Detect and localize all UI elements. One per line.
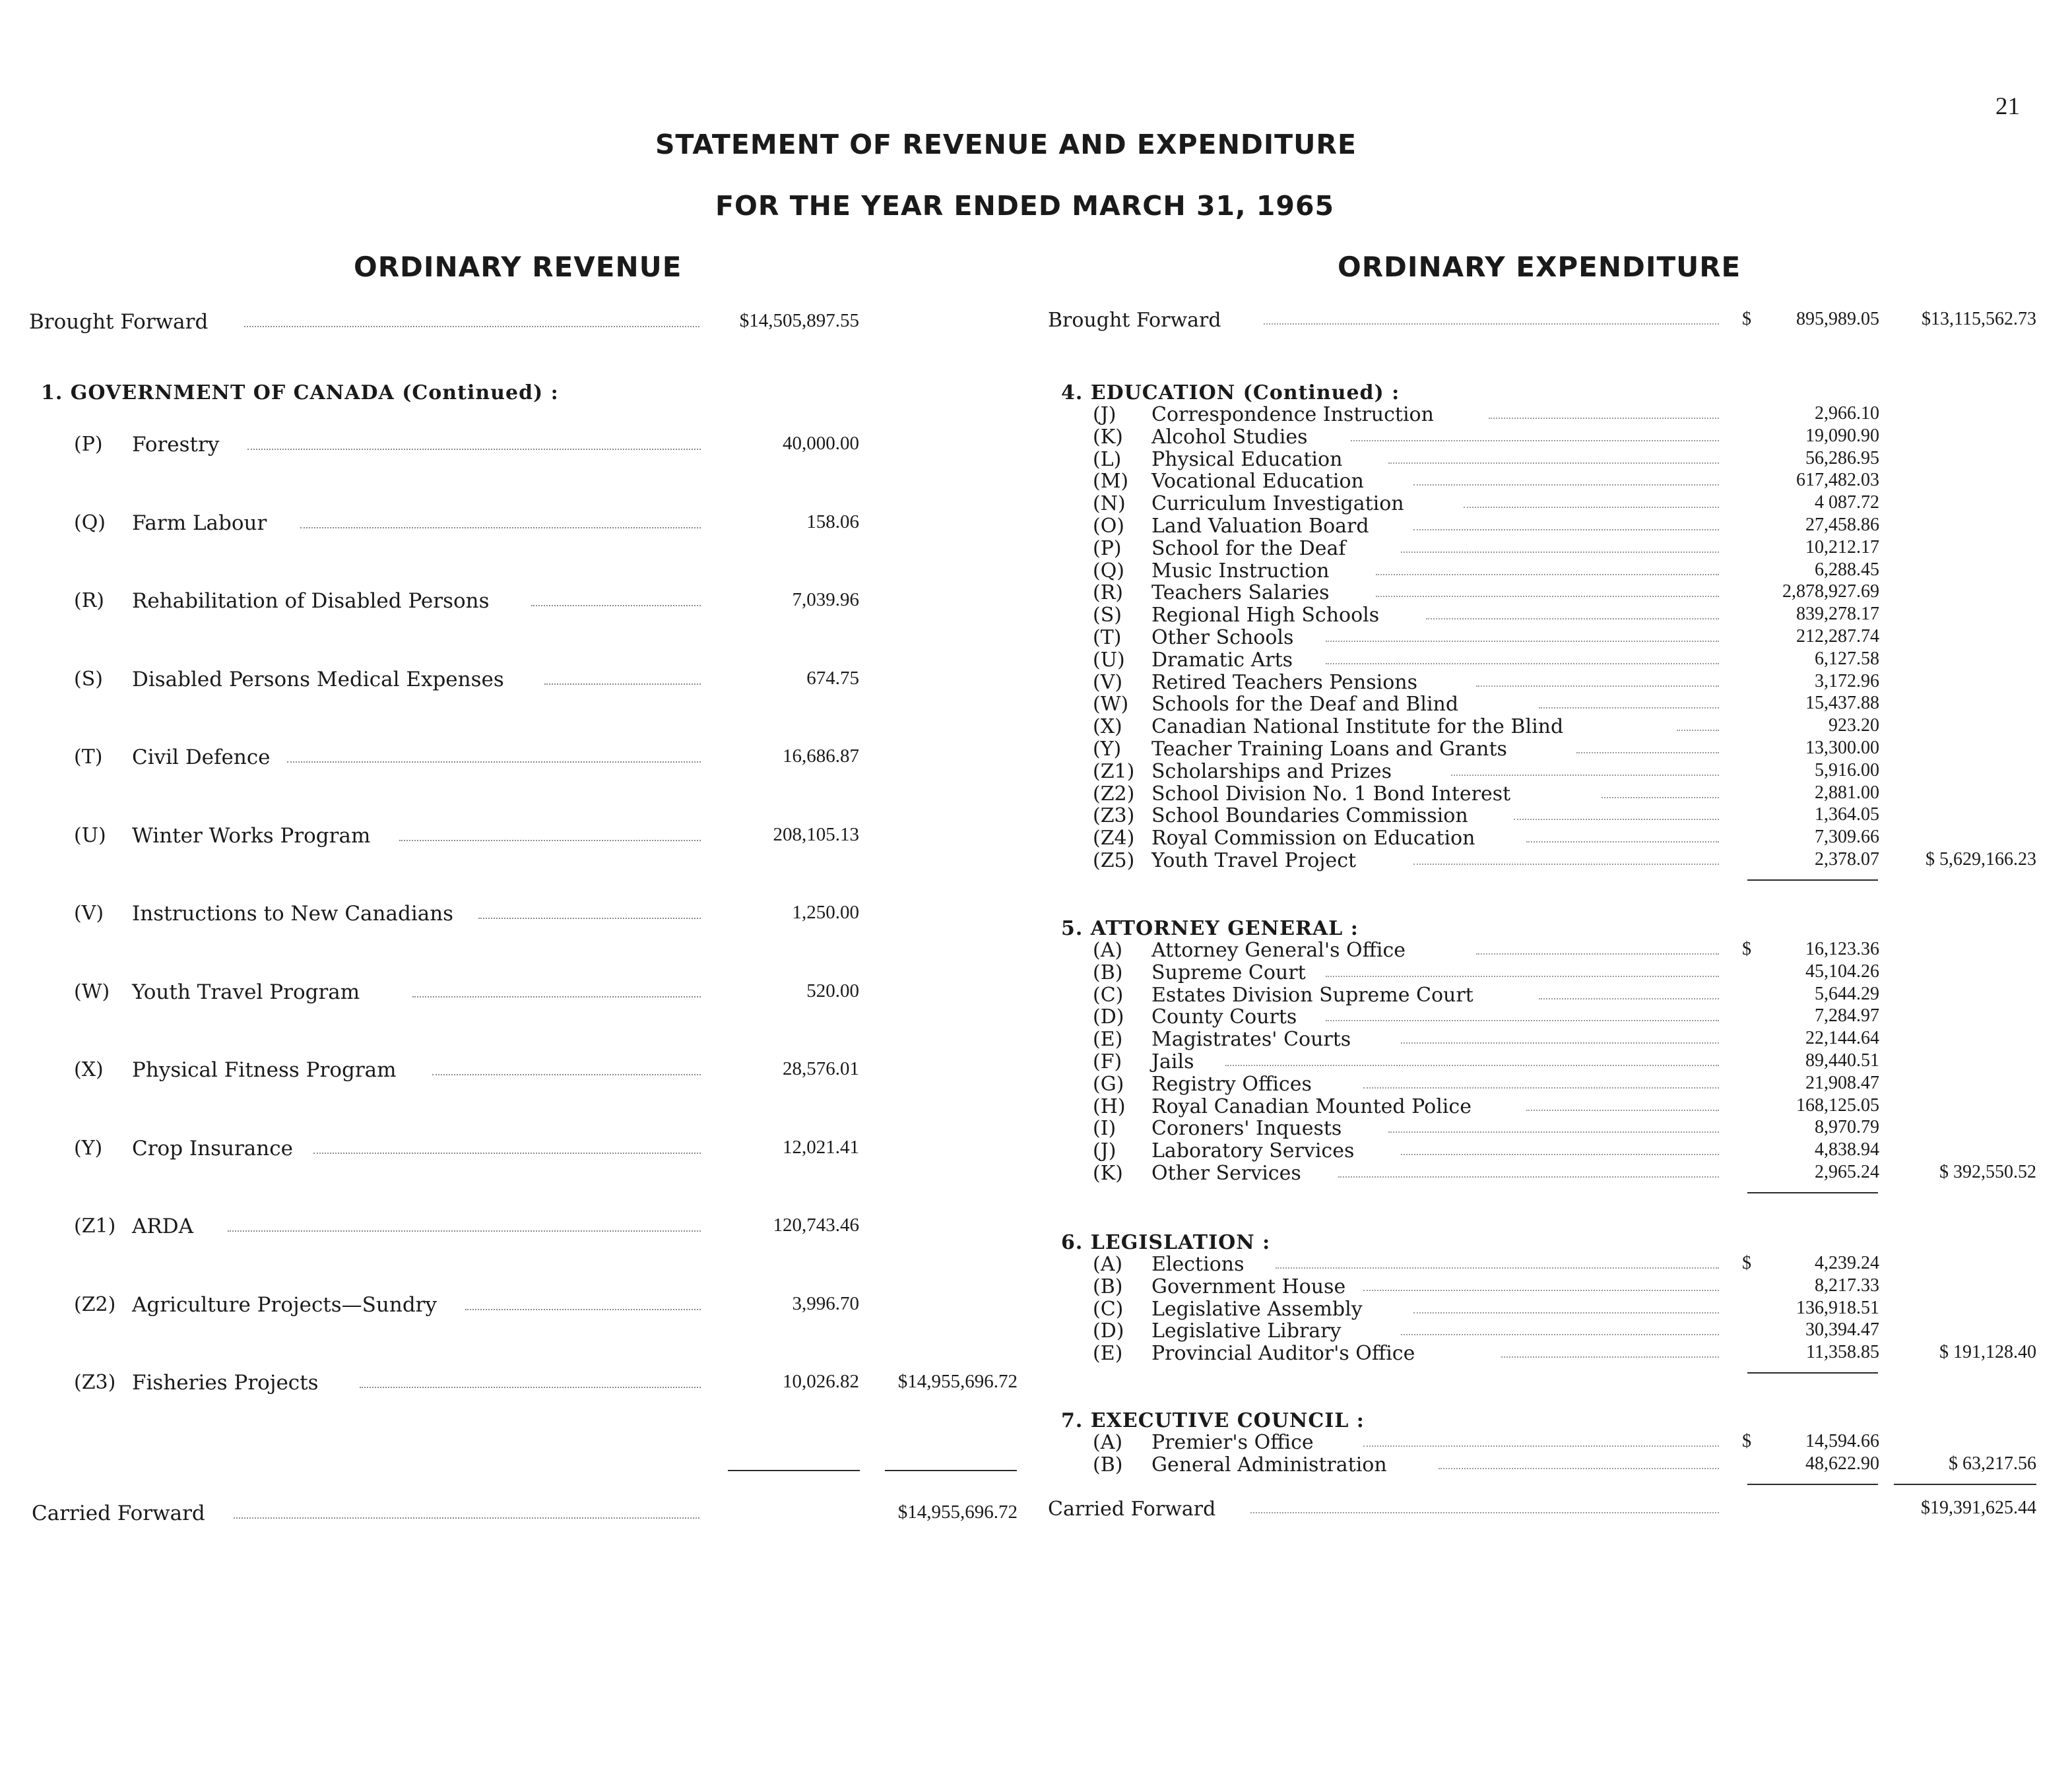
expenditure-item-code: (R)	[1093, 581, 1123, 604]
leader-dots	[1388, 1131, 1719, 1133]
revenue-item-total: $14,955,696.72	[897, 1371, 1018, 1392]
leader-dots	[1413, 529, 1719, 530]
expenditure-item	[0, 559, 2072, 581]
leader-dots	[1514, 819, 1719, 820]
expenditure-item	[0, 515, 2072, 536]
leader-dots	[1401, 1154, 1719, 1155]
revenue-item-label: Disabled Persons Medical Expenses	[132, 668, 504, 691]
expenditure-section-title: 6. LEGISLATION :	[1061, 1231, 1271, 1254]
expenditure-item-label: Teacher Training Loans and Grants	[1151, 738, 1507, 761]
expenditure-item-code: (H)	[1093, 1095, 1126, 1118]
expenditure-item-label: Dramatic Arts	[1151, 649, 1293, 672]
revenue-item-amount: 12,021.41	[783, 1137, 859, 1158]
expenditure-item-amount: 4,838.94	[1815, 1139, 1879, 1160]
expenditure-item-code: (L)	[1093, 448, 1122, 471]
leader-dots	[1526, 841, 1719, 842]
revenue-item-amount: 674.75	[806, 668, 859, 689]
expenditure-carried-forward-amount: $19,391,625.44	[1921, 1498, 2036, 1518]
expenditure-item-amount: 5,916.00	[1815, 760, 1879, 780]
expenditure-item	[0, 1298, 2072, 1319]
expenditure-item-code: (V)	[1093, 671, 1123, 694]
leader-dots	[1250, 1512, 1719, 1513]
expenditure-item-amount: 617,482.03	[1796, 470, 1879, 490]
expenditure-item	[0, 760, 2072, 782]
leader-dots	[1264, 323, 1719, 325]
expenditure-item-code: (Y)	[1093, 738, 1122, 761]
expenditure-brought-forward	[0, 309, 2072, 331]
expenditure-item	[0, 492, 2072, 514]
expenditure-item	[0, 649, 2072, 670]
expenditure-section-title: 5. ATTORNEY GENERAL :	[1061, 917, 1359, 940]
page-subtitle: FOR THE YEAR ENDED MARCH 31, 1965	[715, 190, 1335, 222]
expenditure-item-total: $ 63,217.56	[1949, 1453, 2036, 1474]
expenditure-item-amount: 212,287.74	[1796, 626, 1879, 647]
leader-dots	[1363, 1290, 1719, 1291]
expenditure-item-label: Canadian National Institute for the Blind	[1151, 715, 1564, 738]
expenditure-item-amount: 7,284.97	[1815, 1005, 1879, 1026]
expenditure-item-amount: 136,918.51	[1796, 1298, 1879, 1318]
expenditure-item-label: Alcohol Studies	[1151, 426, 1308, 449]
expenditure-item-amount: 15,437.88	[1805, 693, 1879, 713]
expenditure-item-code: (W)	[1093, 693, 1129, 716]
leader-dots	[1602, 797, 1719, 798]
expenditure-item-label: School Boundaries Commission	[1151, 804, 1468, 827]
revenue-item-label: Physical Fitness Program	[132, 1058, 397, 1082]
leader-dots	[1413, 1312, 1719, 1314]
revenue-item-label: ARDA	[132, 1215, 193, 1238]
expenditure-item	[0, 1073, 2072, 1094]
expenditure-item-code: (B)	[1093, 1453, 1123, 1476]
expenditure-item-label: Royal Canadian Mounted Police	[1151, 1095, 1472, 1118]
expenditure-item	[0, 849, 2072, 871]
revenue-item-amount: 7,039.96	[792, 589, 859, 610]
revenue-item-amount: 16,686.87	[783, 745, 859, 767]
leader-dots	[1426, 618, 1719, 619]
revenue-item-code: (T)	[74, 745, 103, 769]
expenditure-item-code: (D)	[1093, 1005, 1124, 1029]
expenditure-item-label: Correspondence Instruction	[1151, 403, 1434, 426]
expenditure-item-code: (C)	[1093, 984, 1124, 1007]
expenditure-item-label: Magistrates' Courts	[1151, 1028, 1351, 1051]
expenditure-item	[0, 782, 2072, 804]
expenditure-item	[0, 426, 2072, 447]
leader-dots	[1576, 752, 1719, 753]
revenue-item-label: Crop Insurance	[132, 1137, 293, 1160]
expenditure-item-amount: 21,908.47	[1805, 1073, 1879, 1093]
leader-dots	[1326, 663, 1719, 664]
expenditure-item	[0, 1050, 2072, 1072]
expenditure-item-amount: 3,172.96	[1815, 671, 1879, 691]
expenditure-item	[0, 604, 2072, 625]
revenue-item-amount: 10,026.82	[783, 1371, 859, 1392]
expenditure-item	[0, 1162, 2072, 1184]
expenditure-item-code: (G)	[1093, 1073, 1124, 1096]
leader-dots	[1501, 1356, 1719, 1358]
expenditure-item	[0, 827, 2072, 848]
expenditure-item-amount: 19,090.90	[1805, 426, 1879, 446]
expenditure-item-amount: 168,125.05	[1796, 1095, 1879, 1116]
expenditure-item-amount: 923.20	[1829, 715, 1879, 736]
expenditure-item-code: (X)	[1093, 715, 1122, 738]
leader-dots	[1376, 596, 1719, 597]
revenue-item	[0, 1215, 1029, 1238]
expenditure-item-label: Legislative Assembly	[1151, 1298, 1363, 1321]
expenditure-section-rule	[1747, 1372, 1878, 1374]
expenditure-item-amount: 48,622.90	[1805, 1453, 1879, 1474]
expenditure-item	[0, 738, 2072, 759]
revenue-item-amount: 28,576.01	[783, 1058, 859, 1079]
expenditure-section-title: 7. EXECUTIVE COUNCIL :	[1061, 1409, 1365, 1432]
expenditure-item	[0, 626, 2072, 648]
expenditure-item-label: Retired Teachers Pensions	[1151, 671, 1417, 694]
expenditure-item-amount: 839,278.17	[1796, 604, 1879, 624]
expenditure-item-label: Other Schools	[1151, 626, 1294, 649]
revenue-brought-forward-label: Brought Forward	[29, 310, 209, 334]
expenditure-item-label: Provincial Auditor's Office	[1151, 1342, 1415, 1365]
revenue-item-code: (Z1)	[74, 1215, 116, 1238]
revenue-item-amount: 40,000.00	[783, 433, 859, 454]
expenditure-item-amount: 7,309.66	[1815, 827, 1879, 847]
expenditure-item-amount: 45,104.26	[1805, 961, 1879, 982]
expenditure-item-label: Scholarships and Prizes	[1151, 760, 1392, 783]
revenue-item-code: (P)	[74, 433, 103, 456]
expenditure-item	[0, 1253, 2072, 1275]
expenditure-item-label: Registry Offices	[1151, 1073, 1312, 1096]
expenditure-item-label: Music Instruction	[1151, 559, 1330, 583]
expenditure-item	[0, 1275, 2072, 1297]
expenditure-item-code: (M)	[1093, 470, 1129, 493]
leader-dots	[478, 918, 701, 919]
expenditure-item-amount: 22,144.64	[1805, 1028, 1879, 1048]
expenditure-item	[0, 581, 2072, 603]
leader-dots	[1476, 953, 1719, 955]
expenditure-item-code: (Z2)	[1093, 782, 1135, 806]
expenditure-item-label: School Division No. 1 Bond Interest	[1151, 782, 1511, 806]
expenditure-item	[0, 1028, 2072, 1050]
leader-dots	[1539, 998, 1719, 999]
expenditure-item-label: Supreme Court	[1151, 961, 1306, 984]
expenditure-item-label: Vocational Education	[1151, 470, 1364, 493]
expenditure-item-code: (Z3)	[1093, 804, 1135, 827]
expenditure-item-amount: 2,966.10	[1815, 403, 1879, 424]
expenditure-item-label: Legislative Library	[1151, 1319, 1342, 1343]
expenditure-section-title: 4. EDUCATION (Continued) :	[1061, 381, 1400, 404]
revenue-carried-forward-label: Carried Forward	[32, 1502, 205, 1525]
expenditure-brought-forward-label: Brought Forward	[1048, 309, 1221, 332]
expenditure-item-label: School for the Deaf	[1151, 537, 1346, 560]
expenditure-brought-forward-dollar: $	[1742, 309, 1751, 329]
revenue-item-code: (V)	[74, 902, 104, 925]
revenue-item-code: (R)	[74, 589, 104, 612]
expenditure-item-label: Elections	[1151, 1253, 1245, 1276]
leader-dots	[1439, 1468, 1719, 1469]
expenditure-item	[0, 715, 2072, 737]
expenditure-item	[0, 1431, 2072, 1453]
revenue-item-label: Farm Labour	[132, 511, 267, 535]
expenditure-item-code: (Z4)	[1093, 827, 1135, 850]
expenditure-carried-forward-label: Carried Forward	[1048, 1498, 1216, 1521]
revenue-item-code: (U)	[74, 824, 106, 847]
expenditure-item-label: Schools for the Deaf and Blind	[1151, 693, 1459, 716]
revenue-item-code: (Z3)	[74, 1371, 116, 1394]
expenditure-item-code: (I)	[1093, 1117, 1117, 1140]
expenditure-item-amount: 27,458.86	[1805, 515, 1879, 535]
expenditure-item-code: (E)	[1093, 1342, 1123, 1365]
expenditure-item	[0, 403, 2072, 425]
expenditure-item	[0, 1342, 2072, 1364]
expenditure-item-code: (O)	[1093, 515, 1125, 538]
revenue-item-amount: 208,105.13	[773, 824, 859, 845]
leader-dots	[1338, 1176, 1719, 1178]
expenditure-item-label: Land Valuation Board	[1151, 515, 1369, 538]
expenditure-item-amount: 4,239.24	[1815, 1253, 1879, 1273]
expenditure-item-dollar: $	[1742, 1431, 1751, 1451]
expenditure-item-amount: 2,878,927.69	[1782, 581, 1879, 602]
expenditure-item-amount: 2,881.00	[1815, 782, 1879, 803]
expenditure-brought-forward-total: $13,115,562.73	[1922, 309, 2036, 329]
expenditure-item	[0, 939, 2072, 961]
expenditure-item	[0, 1453, 2072, 1475]
expenditure-item-code: (T)	[1093, 626, 1122, 649]
revenue-carried-forward-amount: $14,955,696.72	[897, 1502, 1018, 1523]
expenditure-item	[0, 984, 2072, 1005]
expenditure-item	[0, 470, 2072, 491]
revenue-item-label: Winter Works Program	[132, 824, 371, 848]
expenditure-item-code: (K)	[1093, 1162, 1123, 1185]
revenue-item-amount: 520.00	[806, 980, 859, 1001]
leader-dots	[360, 1387, 701, 1388]
revenue-item-code: (W)	[74, 980, 110, 1003]
expenditure-total-rule	[1894, 1484, 2036, 1485]
revenue-item-label: Civil Defence	[132, 745, 271, 769]
expenditure-item-label: Regional High Schools	[1151, 604, 1380, 627]
expenditure-section-rule	[1747, 1484, 1878, 1485]
leader-dots	[228, 1230, 701, 1232]
revenue-item-amount: 158.06	[806, 511, 859, 532]
revenue-brought-forward-amount: $14,505,897.55	[739, 310, 859, 331]
expenditure-item	[0, 537, 2072, 559]
leader-dots	[1413, 484, 1719, 486]
revenue-item	[0, 1371, 1029, 1395]
expenditure-item-code: (J)	[1093, 403, 1117, 426]
leader-dots	[1363, 1087, 1719, 1089]
expenditure-item-code: (P)	[1093, 537, 1122, 560]
expenditure-item-amount: 4 087.72	[1815, 492, 1879, 513]
expenditure-item-label: Premier's Office	[1151, 1431, 1314, 1454]
expenditure-item-label: Jails	[1151, 1050, 1194, 1073]
revenue-item-label: Instructions to New Canadians	[132, 902, 454, 926]
expenditure-item-code: (D)	[1093, 1319, 1124, 1343]
expenditure-item-label: Laboratory Services	[1151, 1139, 1355, 1162]
leader-dots	[1451, 775, 1719, 776]
expenditure-item-code: (C)	[1093, 1298, 1124, 1321]
expenditure-item-amount: 14,594.66	[1805, 1431, 1879, 1451]
leader-dots	[1388, 462, 1719, 464]
expenditure-item-amount: 5,644.29	[1815, 984, 1879, 1004]
leader-dots	[1464, 507, 1719, 508]
leader-dots	[1489, 418, 1719, 419]
expenditure-item	[0, 804, 2072, 826]
leader-dots	[1401, 1334, 1719, 1335]
expenditure-item	[0, 448, 2072, 470]
leader-dots	[1326, 976, 1719, 977]
leader-dots	[1401, 1042, 1719, 1044]
expenditure-section-rule	[1747, 1192, 1878, 1193]
leader-dots	[1476, 685, 1719, 687]
expenditure-item-label: Government House	[1151, 1275, 1346, 1298]
page-title: STATEMENT OF REVENUE AND EXPENDITURE	[655, 129, 1357, 160]
expenditure-item-code: (B)	[1093, 1275, 1123, 1298]
revenue-item-code: (Q)	[74, 511, 106, 534]
expenditure-item-dollar: $	[1742, 1253, 1751, 1273]
revenue-item-label: Agriculture Projects—Sundry	[132, 1293, 437, 1317]
leader-dots	[1351, 440, 1719, 441]
leader-dots	[1225, 1065, 1719, 1066]
expenditure-item-code: (A)	[1093, 939, 1123, 962]
expenditure-item-label: Youth Travel Project	[1151, 849, 1357, 872]
leader-dots	[1539, 707, 1719, 709]
expenditure-item-code: (S)	[1093, 604, 1122, 627]
expenditure-item-amount: 56,286.95	[1805, 448, 1879, 468]
page-number: 21	[1995, 93, 2020, 120]
expenditure-item-label: Physical Education	[1151, 448, 1343, 471]
revenue-item-code: (Z2)	[74, 1293, 116, 1316]
revenue-item-label: Fisheries Projects	[132, 1371, 319, 1395]
expenditure-item-amount: 6,127.58	[1815, 649, 1879, 669]
revenue-section-title: 1. GOVERNMENT OF CANADA (Continued) :	[41, 381, 559, 404]
expenditure-item-code: (A)	[1093, 1253, 1123, 1276]
expenditure-item-label: Estates Division Supreme Court	[1151, 984, 1473, 1007]
leader-dots	[1677, 730, 1719, 731]
expenditure-item-code: (B)	[1093, 961, 1123, 984]
revenue-item-amount: 1,250.00	[792, 902, 859, 923]
expenditure-item	[0, 693, 2072, 714]
expenditure-item-label: Teachers Salaries	[1151, 581, 1330, 604]
expenditure-item	[0, 1095, 2072, 1117]
expenditure-item-label: County Courts	[1151, 1005, 1297, 1029]
expenditure-item-label: Other Services	[1151, 1162, 1301, 1185]
expenditure-item-code: (Z5)	[1093, 849, 1135, 872]
expenditure-item	[0, 961, 2072, 983]
expenditure-item	[0, 1117, 2072, 1139]
expenditure-section-rule	[1747, 879, 1878, 881]
revenue-item-label: Forestry	[132, 433, 220, 457]
leader-dots	[1326, 1020, 1719, 1021]
revenue-item	[0, 902, 1029, 926]
expenditure-item-label: Royal Commission on Education	[1151, 827, 1475, 850]
expenditure-carried-forward	[0, 1498, 2072, 1519]
leader-dots	[1413, 864, 1719, 865]
expenditure-item-dollar: $	[1742, 939, 1751, 959]
expenditure-item-amount: 89,440.51	[1805, 1050, 1879, 1071]
expenditure-item-amount: 2,378.07	[1815, 849, 1879, 870]
revenue-item-label: Youth Travel Program	[132, 980, 360, 1004]
expenditure-item-amount: 6,288.45	[1815, 559, 1879, 580]
expenditure-item-label: Attorney General's Office	[1151, 939, 1406, 962]
leader-dots	[1326, 641, 1719, 642]
expenditure-item-amount: 2,965.24	[1815, 1162, 1879, 1182]
revenue-heading: ORDINARY REVENUE	[354, 251, 682, 283]
expenditure-item	[0, 1319, 2072, 1341]
expenditure-item-label: General Administration	[1151, 1453, 1387, 1476]
expenditure-item-code: (Q)	[1093, 559, 1125, 583]
leader-dots	[1276, 1267, 1719, 1269]
leader-dots	[1526, 1110, 1719, 1111]
leader-dots	[1363, 1445, 1719, 1447]
expenditure-item-label: Curriculum Investigation	[1151, 492, 1404, 515]
expenditure-item-total: $ 392,550.52	[1939, 1162, 2036, 1182]
expenditure-item-amount: 1,364.05	[1815, 804, 1879, 825]
revenue-item-amount: 3,996.70	[792, 1293, 859, 1314]
revenue-item-amount: 120,743.46	[773, 1215, 859, 1236]
revenue-item-code: (X)	[74, 1058, 104, 1081]
expenditure-heading: ORDINARY EXPENDITURE	[1338, 251, 1741, 283]
expenditure-brought-forward-amount: 895,989.05	[1796, 309, 1879, 329]
expenditure-item-total: $ 191,128.40	[1939, 1342, 2036, 1362]
expenditure-item	[0, 1139, 2072, 1161]
leader-dots	[1376, 574, 1719, 575]
expenditure-item-amount: 10,212.17	[1805, 537, 1879, 557]
expenditure-item-amount: 30,394.47	[1805, 1319, 1879, 1340]
expenditure-item-code: (Z1)	[1093, 760, 1135, 783]
expenditure-item-total: $ 5,629,166.23	[1926, 849, 2036, 870]
revenue-item-code: (S)	[74, 668, 103, 691]
expenditure-item	[0, 671, 2072, 693]
expenditure-item-code: (N)	[1093, 492, 1126, 515]
expenditure-item-code: (K)	[1093, 426, 1123, 449]
expenditure-item-code: (J)	[1093, 1139, 1117, 1162]
expenditure-item-code: (U)	[1093, 649, 1125, 672]
expenditure-item-code: (A)	[1093, 1431, 1123, 1454]
expenditure-item-amount: 8,217.33	[1815, 1275, 1879, 1296]
expenditure-item-amount: 8,970.79	[1815, 1117, 1879, 1137]
expenditure-item-code: (E)	[1093, 1028, 1123, 1051]
expenditure-item-label: Coroners' Inquests	[1151, 1117, 1342, 1140]
leader-dots	[1401, 552, 1719, 553]
expenditure-item-code: (F)	[1093, 1050, 1122, 1073]
expenditure-item-amount: 13,300.00	[1805, 738, 1879, 758]
expenditure-item-amount: 11,358.85	[1806, 1342, 1879, 1362]
expenditure-item-amount: 16,123.36	[1805, 939, 1879, 959]
expenditure-item	[0, 1005, 2072, 1027]
revenue-item-code: (Y)	[74, 1137, 103, 1160]
revenue-item-label: Rehabilitation of Disabled Persons	[132, 589, 490, 613]
